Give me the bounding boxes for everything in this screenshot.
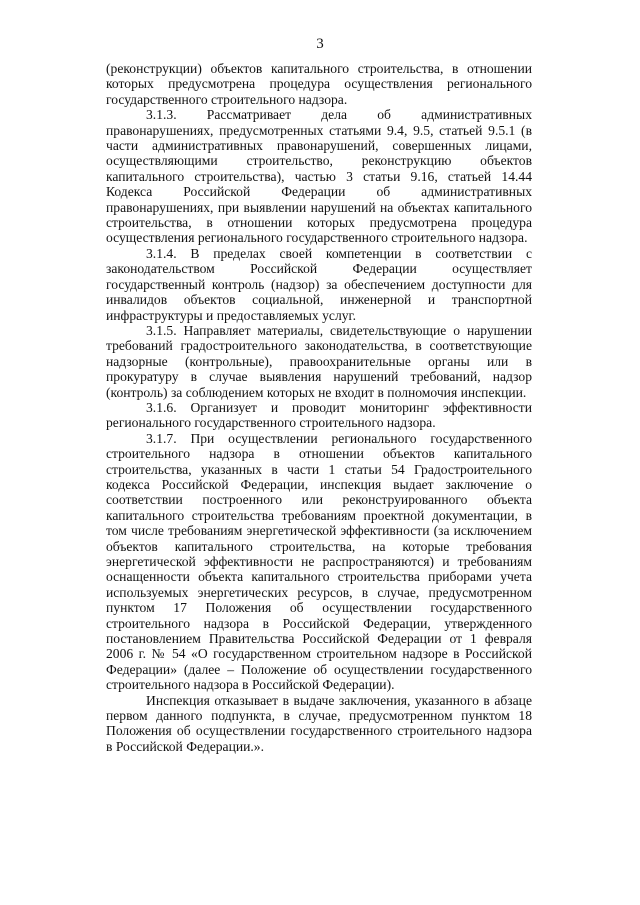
paragraph-3-1-3: 3.1.3. Рассматривает дела об административных правонарушениях, предусмотренных статьями 9.4, 9.5, статьей 9.5.1 (в части административных правонарушений, совершенных лицами, осуществляющими строительство, реконструкцию объектов капитального строительства), частью 3 статьи 9.16, статьей 14.44 Кодекса Российской Федерации об административных правонарушениях, при выявлении нарушений на объектах капитального строительства, в отношении которых предусмотрена процедура осуществления регионального государственного строительного надзора. [106,107,532,246]
document-body [106,61,532,754]
paragraph-3-1-7: 3.1.7. При осуществлении регионального государственного строительного надзора в отношении объектов капитального строительства, указанных в части 1 статьи 54 Градостроительного кодекса Российской Федерации, инспекция выдает заключение о соответствии построенного или реконструированного объекта капитального строительства требованиям проектной документации, в том числе требованиям энергетической эффективности (за исключением объектов капитального строительства, на которые требования энергетической эффективности не распространяются) и требованиям оснащенности объекта капитального строительства приборами учета используемых энергетических ресурсов, в случае, предусмотренном пунктом 17 Положения об осуществлении государственного строительного надзора в Российской Федерации, утвержденного постановлением Правительства Российской Федерации от 1 февраля 2006 г. № 54 «О государственном строительном надзоре в Российской Федерации» (далее – Положение об осуществлении государственного строительного надзора в Российской Федерации). [106,430,532,693]
page-number: 3 [316,36,324,52]
paragraph-continuation: (реконструкции) объектов капитального строительства, в отношении которых предусмотрена процедура осуществления регионального государственного строительного надзора. [106,61,532,107]
paragraph-3-1-4: 3.1.4. В пределах своей компетенции в соответствии с законодательством Российской Федерации осуществляет государственный контроль (надзор) за обеспечением доступности для инвалидов объектов социальной, инженерной и транспортной инфраструктуры и предоставляемых услуг. [106,245,532,323]
paragraph-3-1-6: 3.1.6. Организует и проводит мониторинг эффективности регионального государственного строительного надзора. [106,399,532,431]
paragraph-3-1-5: 3.1.5. Направляет материалы, свидетельствующие о нарушении требований градостроительного законодательства, в соответствующие надзорные (контрольные), правоохранительные органы или в прокуратуру в случае выявления нарушений требований, надзор (контроль) за соблюдением которых не входит в полномочия инспекции. [106,322,532,400]
paragraph-refusal: Инспекция отказывает в выдаче заключения, указанного в абзаце первом данного подпункта, в случае, предусмотренном пунктом 18 Положения об осуществлении государственного строительного надзора в Российской Федерации.». [106,692,532,754]
